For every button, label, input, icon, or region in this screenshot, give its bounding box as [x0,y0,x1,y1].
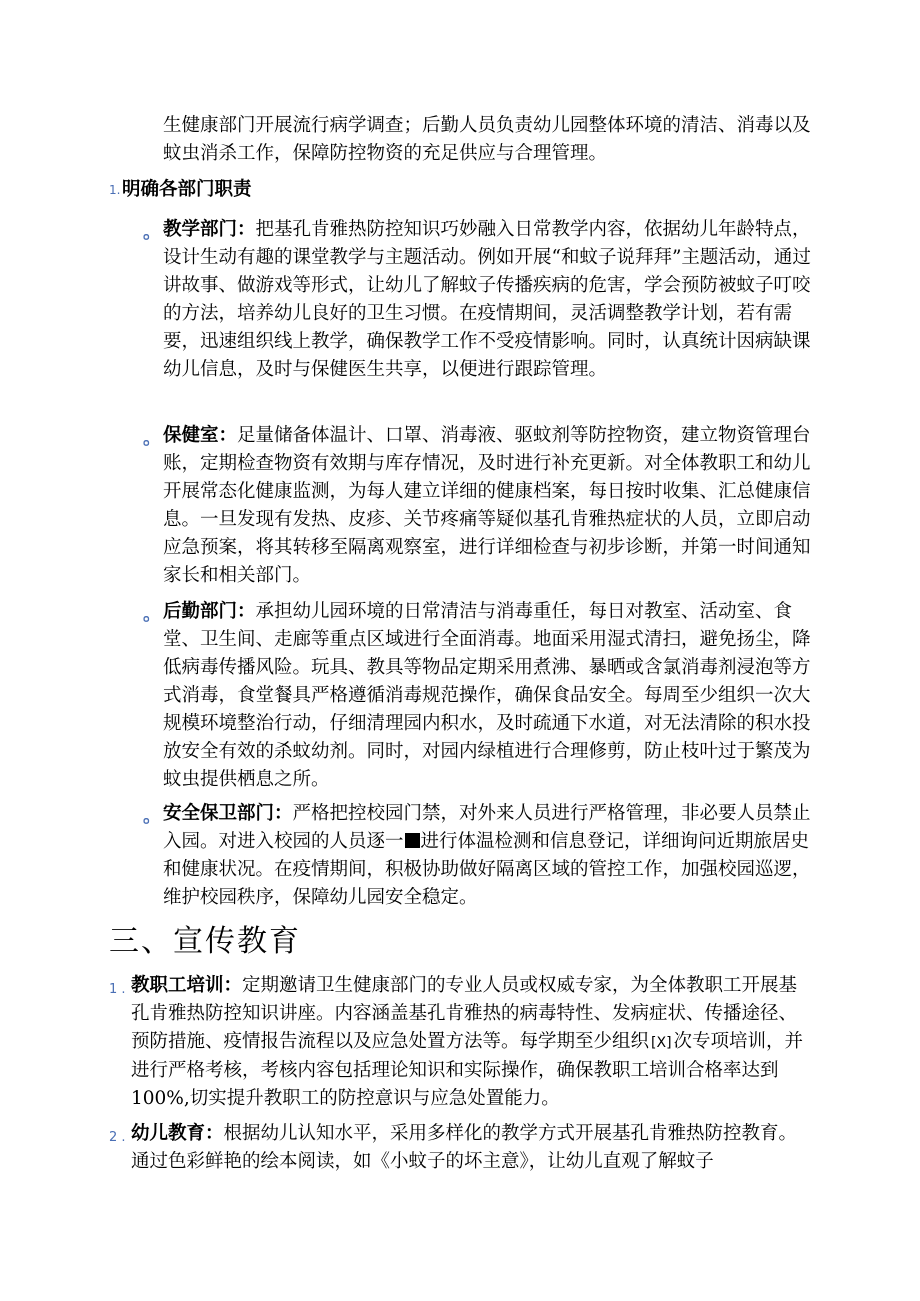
dept-label: 教学部门： [163,219,256,240]
dept-security [163,800,813,912]
point-child-education [131,1120,813,1176]
bullet-icon: 。 [143,222,161,243]
point-text: 根据幼儿认知水平，采用多样化的教学方式开展基孔肯雅热防控教育。通过色彩鲜艳的绘本阅读，如《小蚊子的坏主意》，让幼儿直观了解蚊子 [131,1123,798,1172]
dept-text: 把基孔肯雅热防控知识巧妙融入日常教学内容，依据幼儿年龄特点，设计生动有趣的课堂教学与主题活动。例如开展“和蚊子说拜拜”主题活动，通过讲故事、做游戏等形式，让幼儿了解蚊子传播疾病的危害，学会预防被蚊子叮咬的方法，培养幼儿良好的卫生习惯。在疫情期间，灵活调整教学计划，若有需要，迅速组织线上教学，确保教学工作不受疫情影响。同时，认真统计因病缺课幼儿信息，及时与保健医生共享，以便进行跟踪管理。 [163,219,811,380]
dept-label: 后勤部门： [163,601,256,622]
bullet-icon: 。 [143,604,161,625]
dept-text-before: 严格把控校园门禁，对外来人员进行严格管理，非必要人员禁止入园。对进入校园的人员逐一 [163,803,811,852]
heading-title: 明确各部门职责 [122,179,252,200]
dept-logistics [163,598,813,794]
section-title: 三、宣传教育 [109,924,301,959]
dept-health-room [163,422,813,590]
placeholder-mark: [X] [651,1035,672,1051]
dept-teaching [163,216,813,384]
dept-text: 足量储备体温计、口罩、消毒液、驱蚊剂等防控物资，建立物资管理台账，定期检查物资有效期与库存情况，及时进行补充更新。对全体教职工和幼儿开展常态化健康监测，为每人建立详细的健康档案，每日按时收集、汇总健康信息。一旦发现有发热、皮疹、关节疼痛等疑似基孔肯雅热症状的人员，立即启动应急预案，将其转移至隔离观察室，进行详细检查与初步诊断，并第一时间通知家长和相关部门。 [163,425,811,586]
point-text-after: 次专项培训，并进行严格考核，考核内容包括理论知识和实际操作，确保教职工培训合格率达到100%,切实提升教职工的防控意识与应急处置能力。 [131,1031,804,1109]
point-label: 教职工培训： [131,975,243,996]
black-square-mark [405,833,420,848]
point-number: 1 . [109,982,126,997]
point-number: 2 . [109,1130,126,1145]
dept-label: 安全保卫部门： [163,803,293,824]
continuation-paragraph: 生健康部门开展流行病学调查；后勤人员负责幼儿园整体环境的清洁、消毒以及蚊虫消杀工作，保障防控物资的充足供应与合理管理。 [163,115,811,164]
bullet-icon: 。 [143,428,161,449]
dept-label: 保健室： [163,425,238,446]
bullet-icon: 。 [143,806,161,827]
point-text-before: 定期邀请卫生健康部门的专业人员或权威专家，为全体教职工开展基孔肯雅热防控知识讲座。内容涵盖基孔肯雅热的病毒特性、发病症状、传播途径、预防措施、疫情报告流程以及应急处置方法等。每学期至少组织 [131,975,798,1052]
point-label: 幼儿教育： [131,1123,224,1144]
dept-text: 承担幼儿园环境的日常清洁与消毒重任，每日对教室、活动室、食堂、卫生间、走廊等重点区域进行全面消毒。地面采用湿式清扫，避免扬尘，降低病毒传播风险。玩具、教具等物品定期采用煮沸、暴晒或含氯消毒剂浸泡等方式消毒，食堂餐具严格遵循消毒规范操作，确保食品安全。每周至少组织一次大规模环境整治行动，仔细清理园内积水，及时疏通下水道，对无法清除的积水投放安全有效的杀蚊幼剂。同时，对园内绿植进行合理修剪，防止枝叶过于繁茂为蚊虫提供栖息之所。 [163,601,811,790]
dept-text-after: 进行体温检测和信息登记，详细询问近期旅居史和健康状况。在疫情期间，积极协助做好隔离区域的管控工作，加强校园巡逻，维护校园秩序，保障幼儿园安全稳定。 [163,831,811,908]
point-staff-training [131,972,813,1113]
heading-number: 1. [109,183,121,197]
